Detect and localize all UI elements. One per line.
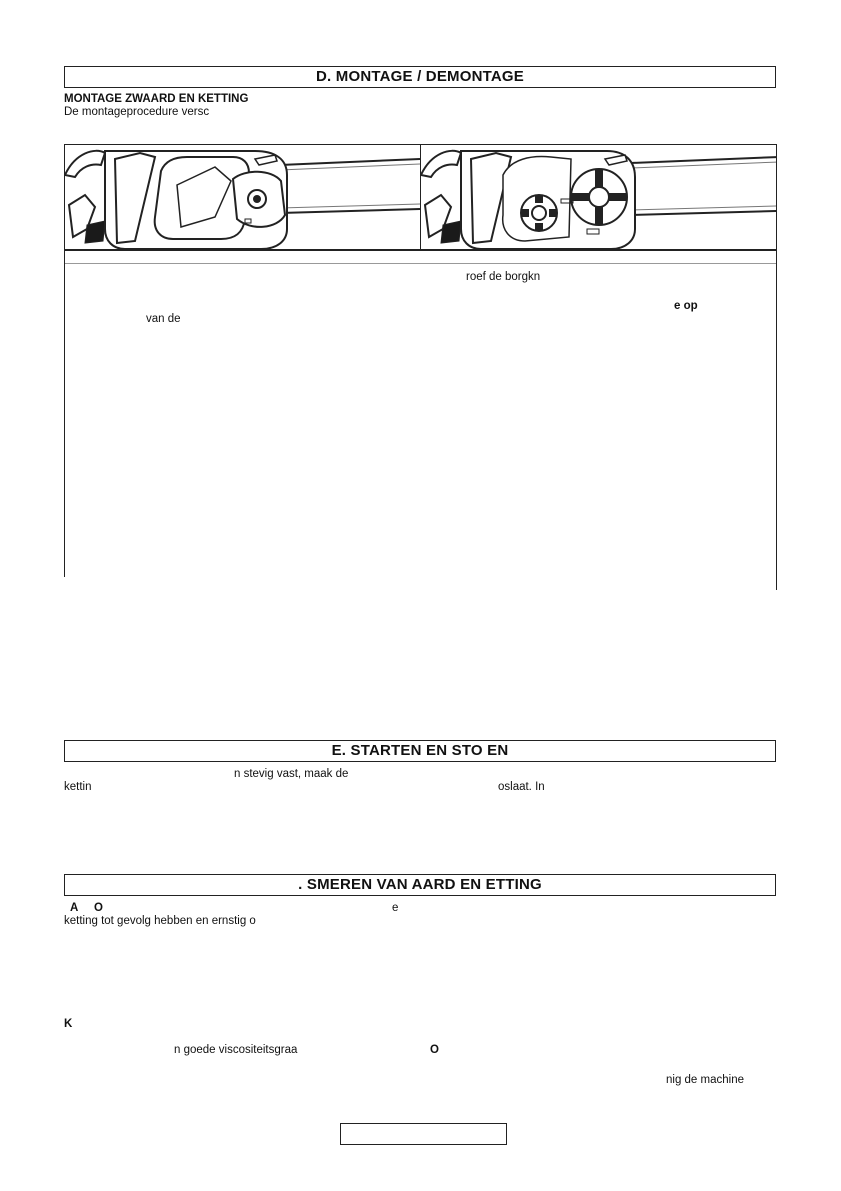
section-f-title: . SMEREN VAN AARD EN ETTING: [64, 874, 776, 896]
section-e-line2-end: oslaat. In: [498, 781, 545, 793]
section-f-k-marker: K: [64, 1018, 73, 1030]
assembly-figure: [64, 144, 777, 250]
section-e-line2-start: kettin: [64, 781, 92, 793]
section-d-fragment-2: e op: [674, 300, 698, 312]
section-f-line4: nig de machine: [666, 1074, 744, 1086]
content-frame-right: [776, 250, 777, 590]
section-f-line3: n goede viscositeitsgraa: [174, 1044, 298, 1056]
section-f-line1-c: e: [392, 902, 399, 914]
section-e-line1: n stevig vast, maak de: [234, 768, 349, 780]
chainsaw-cover-closed-image: [65, 145, 420, 250]
content-frame-top: [64, 250, 777, 251]
page-number-box: [340, 1123, 507, 1145]
section-d-fragment-3: van de: [146, 313, 181, 325]
section-d-subheading: MONTAGE ZWAARD EN KETTING: [64, 93, 249, 105]
section-f-line1-b: O: [94, 902, 103, 914]
section-d-title: D. MONTAGE / DEMONTAGE: [64, 66, 776, 88]
section-e-title: E. STARTEN EN STO EN: [64, 740, 776, 762]
content-frame-subline: [64, 263, 777, 264]
section-d-fragment-1: roef de borgkn: [466, 271, 541, 283]
section-f-line3-b: O: [430, 1044, 439, 1056]
section-f-line2: ketting tot gevolg hebben en ernstig o: [64, 915, 256, 927]
section-d-intro: De montageprocedure versc: [64, 106, 210, 118]
content-frame-left: [64, 250, 65, 577]
section-f-line1-a: A: [70, 902, 79, 914]
chainsaw-cover-open-image: [421, 145, 777, 250]
